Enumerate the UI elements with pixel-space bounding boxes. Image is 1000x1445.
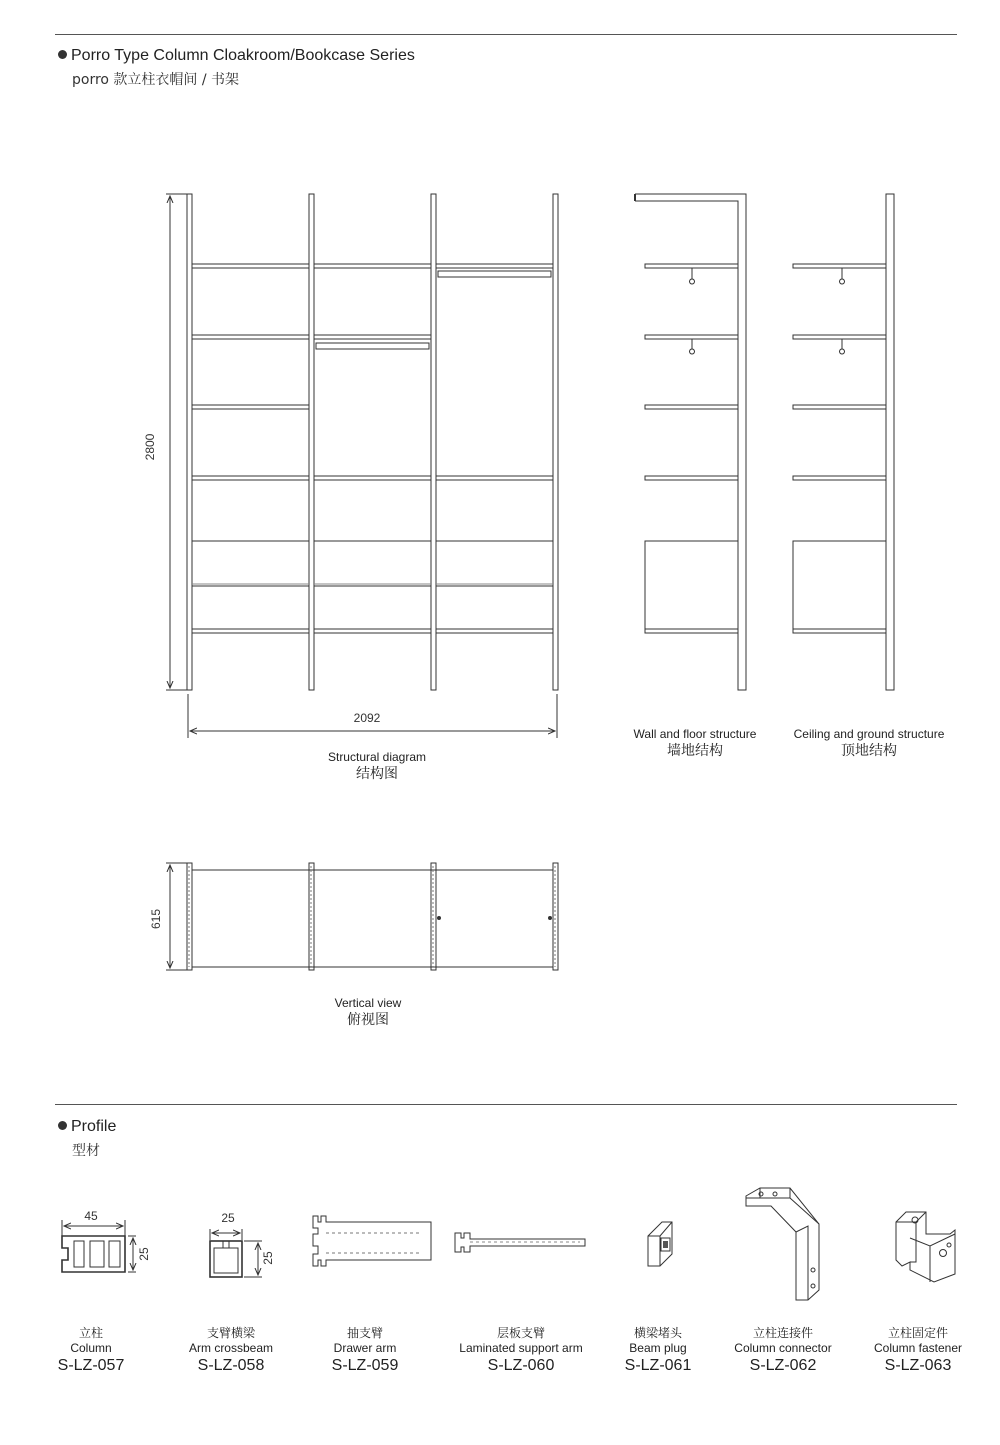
drawer (192, 541, 309, 586)
column-profile-drawing (62, 1209, 151, 1272)
depth-dimension: 615 (149, 908, 163, 930)
vertical-view-caption: Vertical view 俯视图 (334, 996, 402, 1028)
hanging-rail (438, 271, 551, 277)
shelf (192, 264, 309, 268)
ceiling-ground-caption: Ceiling and ground structure 顶地结构 (793, 727, 945, 759)
column (886, 194, 894, 690)
shelf (645, 264, 738, 268)
shelf (793, 476, 886, 480)
shelf (793, 629, 886, 633)
hook-icon (690, 339, 695, 354)
drawer (436, 541, 553, 586)
beam-height-dim: 25 (261, 1251, 275, 1265)
shelf (645, 405, 738, 409)
bullet-icon (58, 1121, 67, 1130)
series-title: Porro Type Column Cloakroom/Bookcase Series (58, 47, 415, 65)
shelf (645, 335, 738, 339)
hook-icon (840, 268, 845, 284)
shelf (314, 476, 431, 480)
wall-floor-caption: Wall and floor structure 墙地结构 (633, 727, 757, 759)
shelf (645, 629, 738, 633)
drawer (314, 541, 431, 586)
shelf (192, 629, 309, 633)
shelf (314, 264, 431, 268)
product-label-column: 立柱 Column S-LZ-057 (57, 1326, 125, 1374)
drawer (645, 541, 738, 629)
drawer (314, 586, 431, 629)
column (187, 194, 192, 690)
shelf (793, 264, 886, 268)
column-width-dim: 45 (84, 1209, 98, 1223)
hanging-rail (316, 343, 429, 349)
structural-diagram-caption: Structural diagram 结构图 (327, 750, 427, 782)
shelf (314, 335, 431, 339)
column-height-dim: 25 (137, 1247, 151, 1261)
laminated-support-arm-drawing (455, 1233, 585, 1252)
product-label-drawer-arm: 抽支臂 Drawer arm S-LZ-059 (331, 1326, 399, 1374)
ceiling-ground-diagram (793, 194, 894, 690)
hook-icon (690, 268, 695, 284)
product-label-column-fastener: 立柱固定件 Column fastener S-LZ-063 (873, 1326, 963, 1374)
series-subtitle: porro 款立柱衣帽间 / 书架 (72, 72, 240, 88)
drawer (793, 541, 886, 629)
hook-icon (840, 339, 845, 354)
shelf (436, 476, 553, 480)
product-label-arm-crossbeam: 支臂横梁 Arm crossbeam S-LZ-058 (188, 1326, 274, 1374)
column-connector-drawing (746, 1188, 819, 1300)
drawer (436, 586, 553, 629)
shelf (793, 405, 886, 409)
beam-plug-drawing (648, 1222, 672, 1266)
shelf (793, 335, 886, 339)
column (553, 194, 558, 690)
structural-diagram (143, 194, 558, 738)
shelf (192, 405, 309, 409)
profile-rule (55, 1104, 957, 1105)
shelf (192, 335, 309, 339)
product-label-beam-plug: 横梁堵头 Beam plug S-LZ-061 (624, 1326, 692, 1374)
arm-crossbeam-profile-drawing (210, 1211, 275, 1277)
drawer-arm-drawing (313, 1216, 431, 1266)
product-label-column-connector: 立柱连接件 Column connector S-LZ-062 (734, 1326, 832, 1374)
column-fastener-drawing (896, 1212, 955, 1282)
profile-title: Profile (58, 1118, 116, 1136)
shelf (314, 629, 431, 633)
vertical-view-diagram (149, 863, 558, 970)
shelf (436, 629, 553, 633)
width-dimension: 2092 (353, 711, 381, 725)
beam-width-dim: 25 (221, 1211, 235, 1225)
shelf (436, 264, 553, 268)
drawer (192, 586, 309, 629)
column (431, 194, 436, 690)
shelf (192, 476, 309, 480)
height-dimension: 2800 (143, 433, 157, 461)
shelf (645, 476, 738, 480)
column (309, 194, 314, 690)
profile-subtitle: 型材 (72, 1143, 100, 1159)
product-label-laminated-support-arm: 层板支臂 Laminated support arm S-LZ-060 (459, 1326, 583, 1374)
wall-floor-diagram (635, 194, 746, 690)
